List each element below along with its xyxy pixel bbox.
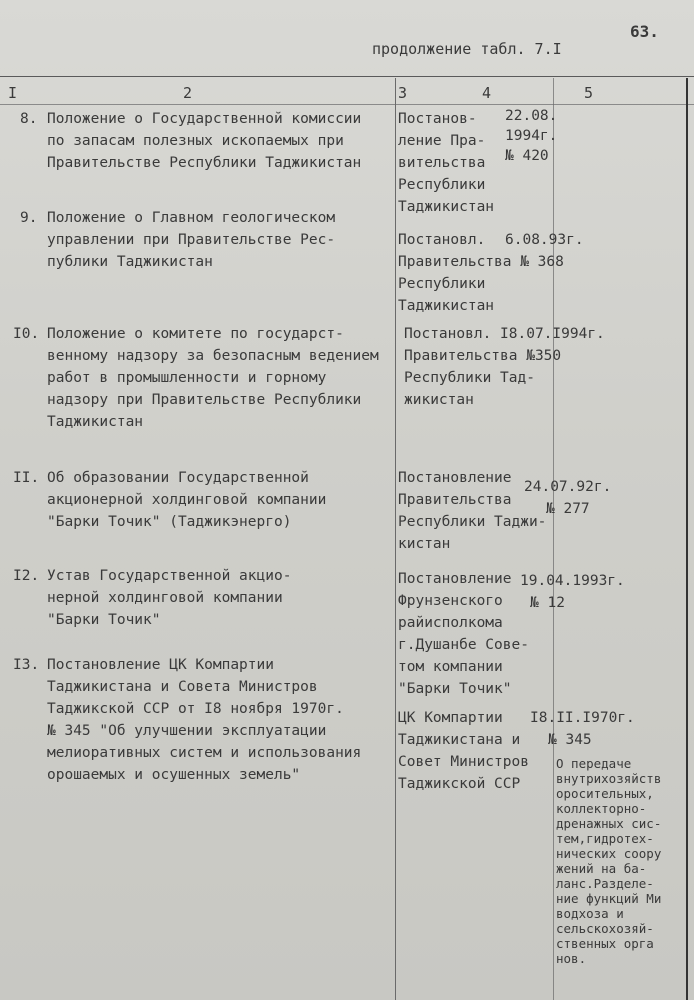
note-line: нов. xyxy=(556,951,587,966)
doc-line: Правительства №350 xyxy=(404,348,562,364)
note-line: внутрихозяйств xyxy=(556,771,662,786)
column-header-5: 5 xyxy=(584,84,594,102)
note-line: оросительных, xyxy=(556,786,654,801)
date-line: № 345 xyxy=(548,732,592,748)
title-line: Правительстве Республики Таджикистан xyxy=(47,155,362,171)
row-title xyxy=(47,323,379,433)
doc-line: Совет Министров xyxy=(398,754,529,770)
note-line: сельскохозяй- xyxy=(556,921,654,936)
note-line: коллекторно- xyxy=(556,801,647,816)
doc-line: райисполкома xyxy=(398,615,503,631)
date-line: № 277 xyxy=(546,501,590,517)
title-line: надзору при Правительстве Республики xyxy=(47,392,362,408)
title-line: акционерной холдинговой компании xyxy=(47,492,327,508)
title-line: работ в промышленности и горному xyxy=(47,370,327,386)
note-line: ственных орга xyxy=(556,936,654,951)
title-line: Таджикской ССР от I8 ноября 1970г. xyxy=(47,701,344,717)
doc-line: Фрунзенского xyxy=(398,593,503,609)
row-number: I3. xyxy=(13,657,40,673)
column-divider-note xyxy=(553,78,554,1000)
row-title xyxy=(47,467,326,533)
doc-line: том компании xyxy=(398,659,503,675)
date-line: 19.04.1993г. xyxy=(520,573,625,589)
title-line: Положение о Государственной комиссии xyxy=(47,111,362,127)
column-header-2: 2 xyxy=(183,84,193,102)
doc-line: Таджикистан xyxy=(398,199,495,215)
row-title xyxy=(47,654,361,786)
doc-line: г.Душанбе Сове- xyxy=(398,637,529,653)
doc-line: Правительства xyxy=(398,492,512,508)
title-line: Положение о Главном геологическом xyxy=(47,210,336,226)
note-line: жений на ба- xyxy=(556,861,647,876)
title-line: Положение о комитете по государст- xyxy=(47,326,344,342)
doc-line: Постановление xyxy=(398,470,512,486)
table-continuation-caption: продолжение табл. 7.I xyxy=(372,40,562,58)
note-line: О передаче xyxy=(556,756,632,771)
title-line: "Барки Точик" xyxy=(47,612,161,628)
row-date xyxy=(530,707,635,751)
date-line: 1994г. xyxy=(505,128,558,144)
doc-line: жикистан xyxy=(404,392,474,408)
date-line: I8.II.I970г. xyxy=(530,710,635,726)
note-line: тем,гидротех- xyxy=(556,831,654,846)
doc-line: Постановление xyxy=(398,571,512,587)
row-date xyxy=(505,229,584,251)
title-line: "Барки Точик" (Таджикэнерго) xyxy=(47,514,292,530)
date-line: 22.08. xyxy=(505,108,558,124)
row-date xyxy=(520,570,625,614)
doc-line: Правительства № 368 xyxy=(398,254,564,270)
doc-line: Постановл. I8.07.I994г. xyxy=(404,326,605,342)
row-number: I0. xyxy=(13,326,40,342)
doc-line: ЦК Компартии xyxy=(398,710,503,726)
doc-line: Таджикистана и xyxy=(398,732,521,748)
page-number: 63. xyxy=(630,22,659,41)
row-title xyxy=(47,108,361,174)
row-number: 8. xyxy=(20,111,38,127)
row-title xyxy=(47,207,335,273)
doc-line: Республики xyxy=(398,276,486,292)
row-number: I2. xyxy=(13,568,40,584)
title-line: орошаемых и осушенных земель" xyxy=(47,767,301,783)
row-number: II. xyxy=(13,470,40,486)
row-number: 9. xyxy=(20,210,38,226)
row-document xyxy=(398,108,494,218)
doc-line: вительства xyxy=(398,155,486,171)
title-line: Устав Государственной акцио- xyxy=(47,568,292,584)
title-line: венному надзору за безопасным ведением xyxy=(47,348,379,364)
doc-line: Республики Тад- xyxy=(404,370,535,386)
title-line: Таджикистан xyxy=(47,414,144,430)
note-line: нических соору xyxy=(556,846,662,861)
row-document xyxy=(398,707,529,795)
title-line: управлении при Правительстве Рес- xyxy=(47,232,336,248)
doc-line: Республики Таджи- xyxy=(398,514,547,530)
doc-line: Постановл. xyxy=(398,232,486,248)
date-line: 24.07.92г. xyxy=(524,479,612,495)
row-date xyxy=(505,106,557,166)
header-rule xyxy=(0,104,694,105)
row-title xyxy=(47,565,291,631)
doc-line: ление Пра- xyxy=(398,133,486,149)
date-line: № 420 xyxy=(505,148,549,164)
title-line: нерной холдинговой компании xyxy=(47,590,283,606)
doc-line: Таджикистан xyxy=(398,298,495,314)
note-line: ланс.Разделе- xyxy=(556,876,654,891)
column-divider-doc xyxy=(395,78,396,1000)
column-header-3: 3 xyxy=(398,84,408,102)
title-line: № 345 "Об улучшении эксплуатации xyxy=(47,723,327,739)
title-line: Об образовании Государственной xyxy=(47,470,309,486)
doc-line: Постанов- xyxy=(398,111,477,127)
title-line: мелиоративных систем и использования xyxy=(47,745,362,761)
table-right-border xyxy=(686,78,688,1000)
doc-line: "Барки Точик" xyxy=(398,681,512,697)
title-line: Постановление ЦК Компартии xyxy=(47,657,274,673)
title-line: Таджикистана и Совета Министров xyxy=(47,679,318,695)
row-note xyxy=(556,756,661,966)
note-line: водхоза и xyxy=(556,906,624,921)
title-line: по запасам полезных ископаемых при xyxy=(47,133,344,149)
table-top-rule xyxy=(0,76,694,77)
title-line: публики Таджикистан xyxy=(47,254,213,270)
column-header-1: I xyxy=(8,84,18,102)
note-line: ние функций Ми xyxy=(556,891,662,906)
note-line: дренажных сис- xyxy=(556,816,662,831)
column-header-4: 4 xyxy=(482,84,492,102)
date-line: 6.08.93г. xyxy=(505,232,584,248)
date-line: № 12 xyxy=(530,595,565,611)
doc-line: кистан xyxy=(398,536,451,552)
row-document xyxy=(398,568,529,700)
doc-line: Республики xyxy=(398,177,486,193)
row-document xyxy=(404,323,605,411)
doc-line: Таджикской ССР xyxy=(398,776,521,792)
row-date xyxy=(524,476,611,520)
